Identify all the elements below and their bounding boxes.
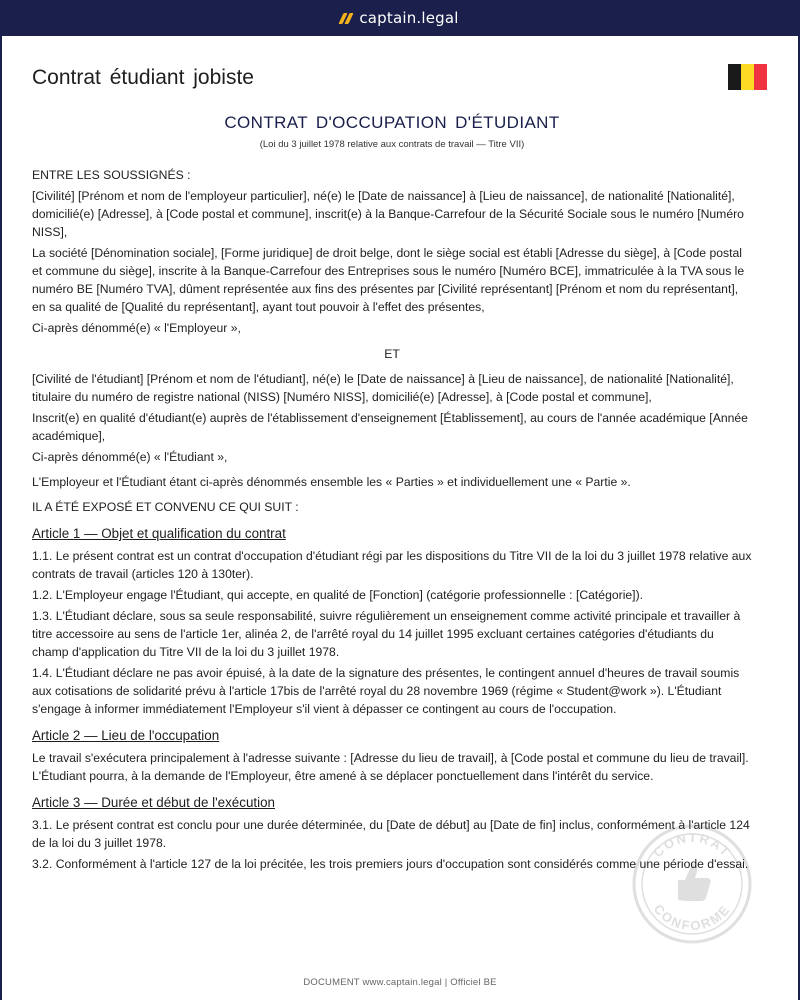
article-3-1: 3.1. Le présent contrat est conclu pour une durée déterminée, du [Date de début] au [Date de fin] inclus, conformément à l'article 124 de la loi du 3 juillet 1978. xyxy=(32,818,750,850)
party1-company-paragraph: La société [Dénomination sociale], [Forme juridique] de droit belge, dont le siège social est établi [Adresse du siège], à [Code postal et commune du siège], inscrite à la Banque-Carrefour des Entreprises sous le numéro [Numéro BCE], immatriculée à la TVA sous le numéro BE [Numéro TVA], dûment représentée aux fins des présentes par [Civilité représentant] [Prénom et nom du représentant], en sa qualité de [Qualité du représentant], ayant tout pouvoir à l'effet des présentes, xyxy=(32,246,745,314)
between-parties-label: ENTRE LES SOUSSIGNÉS : xyxy=(32,168,191,182)
article-2-heading: Article 2 — Lieu de l'occupation xyxy=(32,728,220,743)
party2-alias: Ci-après dénommé(e) « l'Étudiant », xyxy=(32,450,228,464)
brand-link[interactable] xyxy=(341,9,458,27)
parties-definition: L'Employeur et l'Étudiant étant ci-après dénommés ensemble les « Parties » et individuellement une « Partie ». xyxy=(32,475,631,489)
compliance-stamp-icon xyxy=(630,822,754,946)
agreed-statement: IL A ÉTÉ EXPOSÉ ET CONVENU CE QUI SUIT : xyxy=(32,500,299,514)
contract-body xyxy=(32,110,752,873)
article-1-2: 1.2. L'Employeur engage l'Étudiant, qui accepte, en qualité de [Fonction] (catégorie professionnelle : [Catégorie]). xyxy=(32,588,644,602)
page-title: Contrat étudiant jobiste xyxy=(32,66,254,89)
article-3-heading: Article 3 — Durée et début de l'exécution xyxy=(32,795,275,810)
article-3-2: 3.2. Conformément à l'article 127 de la loi précitée, les trois premiers jours d'occupation sont considérés comme une période d'essai. xyxy=(32,857,749,871)
captain-logo-icon xyxy=(339,13,354,24)
party2-paragraph: [Civilité de l'étudiant] [Prénom et nom de l'étudiant], né(e) le [Date de naissance] à [Lieu de naissance], de nationalité [Nationalité], titulaire du numéro de registre national (NISS) [Numéro NISS], domicilié(e) [Adresse], à [Code postal et commune], xyxy=(32,372,734,404)
document-page xyxy=(2,36,798,1000)
flag-stripe-black xyxy=(728,64,741,90)
article-1-4: 1.4. L'Étudiant déclare ne pas avoir épuisé, à la date de la signature des présentes, le contingent annuel d'heures de travail soumis aux cotisations de solidarité prévu à l'article 17bis de l'arrêté royal du 28 novembre 1969 (régime « Student@work »). L'Étudiant s'engage à informer immédiatement l'Employeur s'il vient à dépasser ce contingent au cours de l'occupation. xyxy=(32,666,740,716)
flag-stripe-yellow xyxy=(741,64,754,90)
brand-name: captain.legal xyxy=(359,9,459,27)
and-separator: ET xyxy=(384,347,400,361)
article-2-text: Le travail s'exécutera principalement à l'adresse suivante : [Adresse du lieu de travail], à [Code postal et commune du lieu de travail]. L'Étudiant pourra, à la demande de l'Employeur, être amené à se déplacer ponctuellement dans l'intérêt du service. xyxy=(32,751,749,783)
article-1-heading: Article 1 — Objet et qualification du contrat xyxy=(32,526,286,541)
party1-alias: Ci-après dénommé(e) « l'Employeur », xyxy=(32,321,241,335)
svg-text:CONTRAT: CONTRAT xyxy=(650,829,735,861)
top-bar xyxy=(0,0,800,36)
footer-text: DOCUMENT www.captain.legal | Officiel BE xyxy=(303,977,497,988)
contract-heading: CONTRAT D'OCCUPATION D'ÉTUDIANT xyxy=(224,113,560,132)
flag-stripe-red xyxy=(754,64,767,90)
party2-enrolled-paragraph: Inscrit(e) en qualité d'étudiant(e) auprès de l'établissement d'enseignement [Établissement], au cours de l'année académique [Année académique], xyxy=(32,411,748,443)
article-1-3: 1.3. L'Étudiant déclare, sous sa seule responsabilité, suivre régulièrement un enseignement comme activité principale et travailler à titre accessoire au sens de l'article 1er, alinéa 2, de l'arrêté royal du 14 juillet 1995 excluant certaines catégories d'étudiants du champ d'application du Titre VII de la loi du 3 juillet 1978. xyxy=(32,609,741,659)
contract-subheading: (Loi du 3 juillet 1978 relative aux contrats de travail — Titre VII) xyxy=(259,139,525,150)
party1-person-paragraph: [Civilité] [Prénom et nom de l'employeur particulier], né(e) le [Date de naissance] à [Lieu de naissance], de nationalité [Nationalité], domicilié(e) [Adresse], à [Code postal et commune], inscrit(e) à la Banque-Carrefour de la Sécurité Sociale sous le numéro [Numéro NISS], xyxy=(32,189,744,239)
belgium-flag-icon xyxy=(728,64,767,90)
page-fade xyxy=(2,940,798,964)
svg-text:CONFORME: CONFORME xyxy=(650,901,734,934)
article-1-1: 1.1. Le présent contrat est un contrat d'occupation d'étudiant régi par les dispositions du Titre VII de la loi du 3 juillet 1978 relative aux contrats de travail (articles 120 à 130ter). xyxy=(32,549,752,581)
